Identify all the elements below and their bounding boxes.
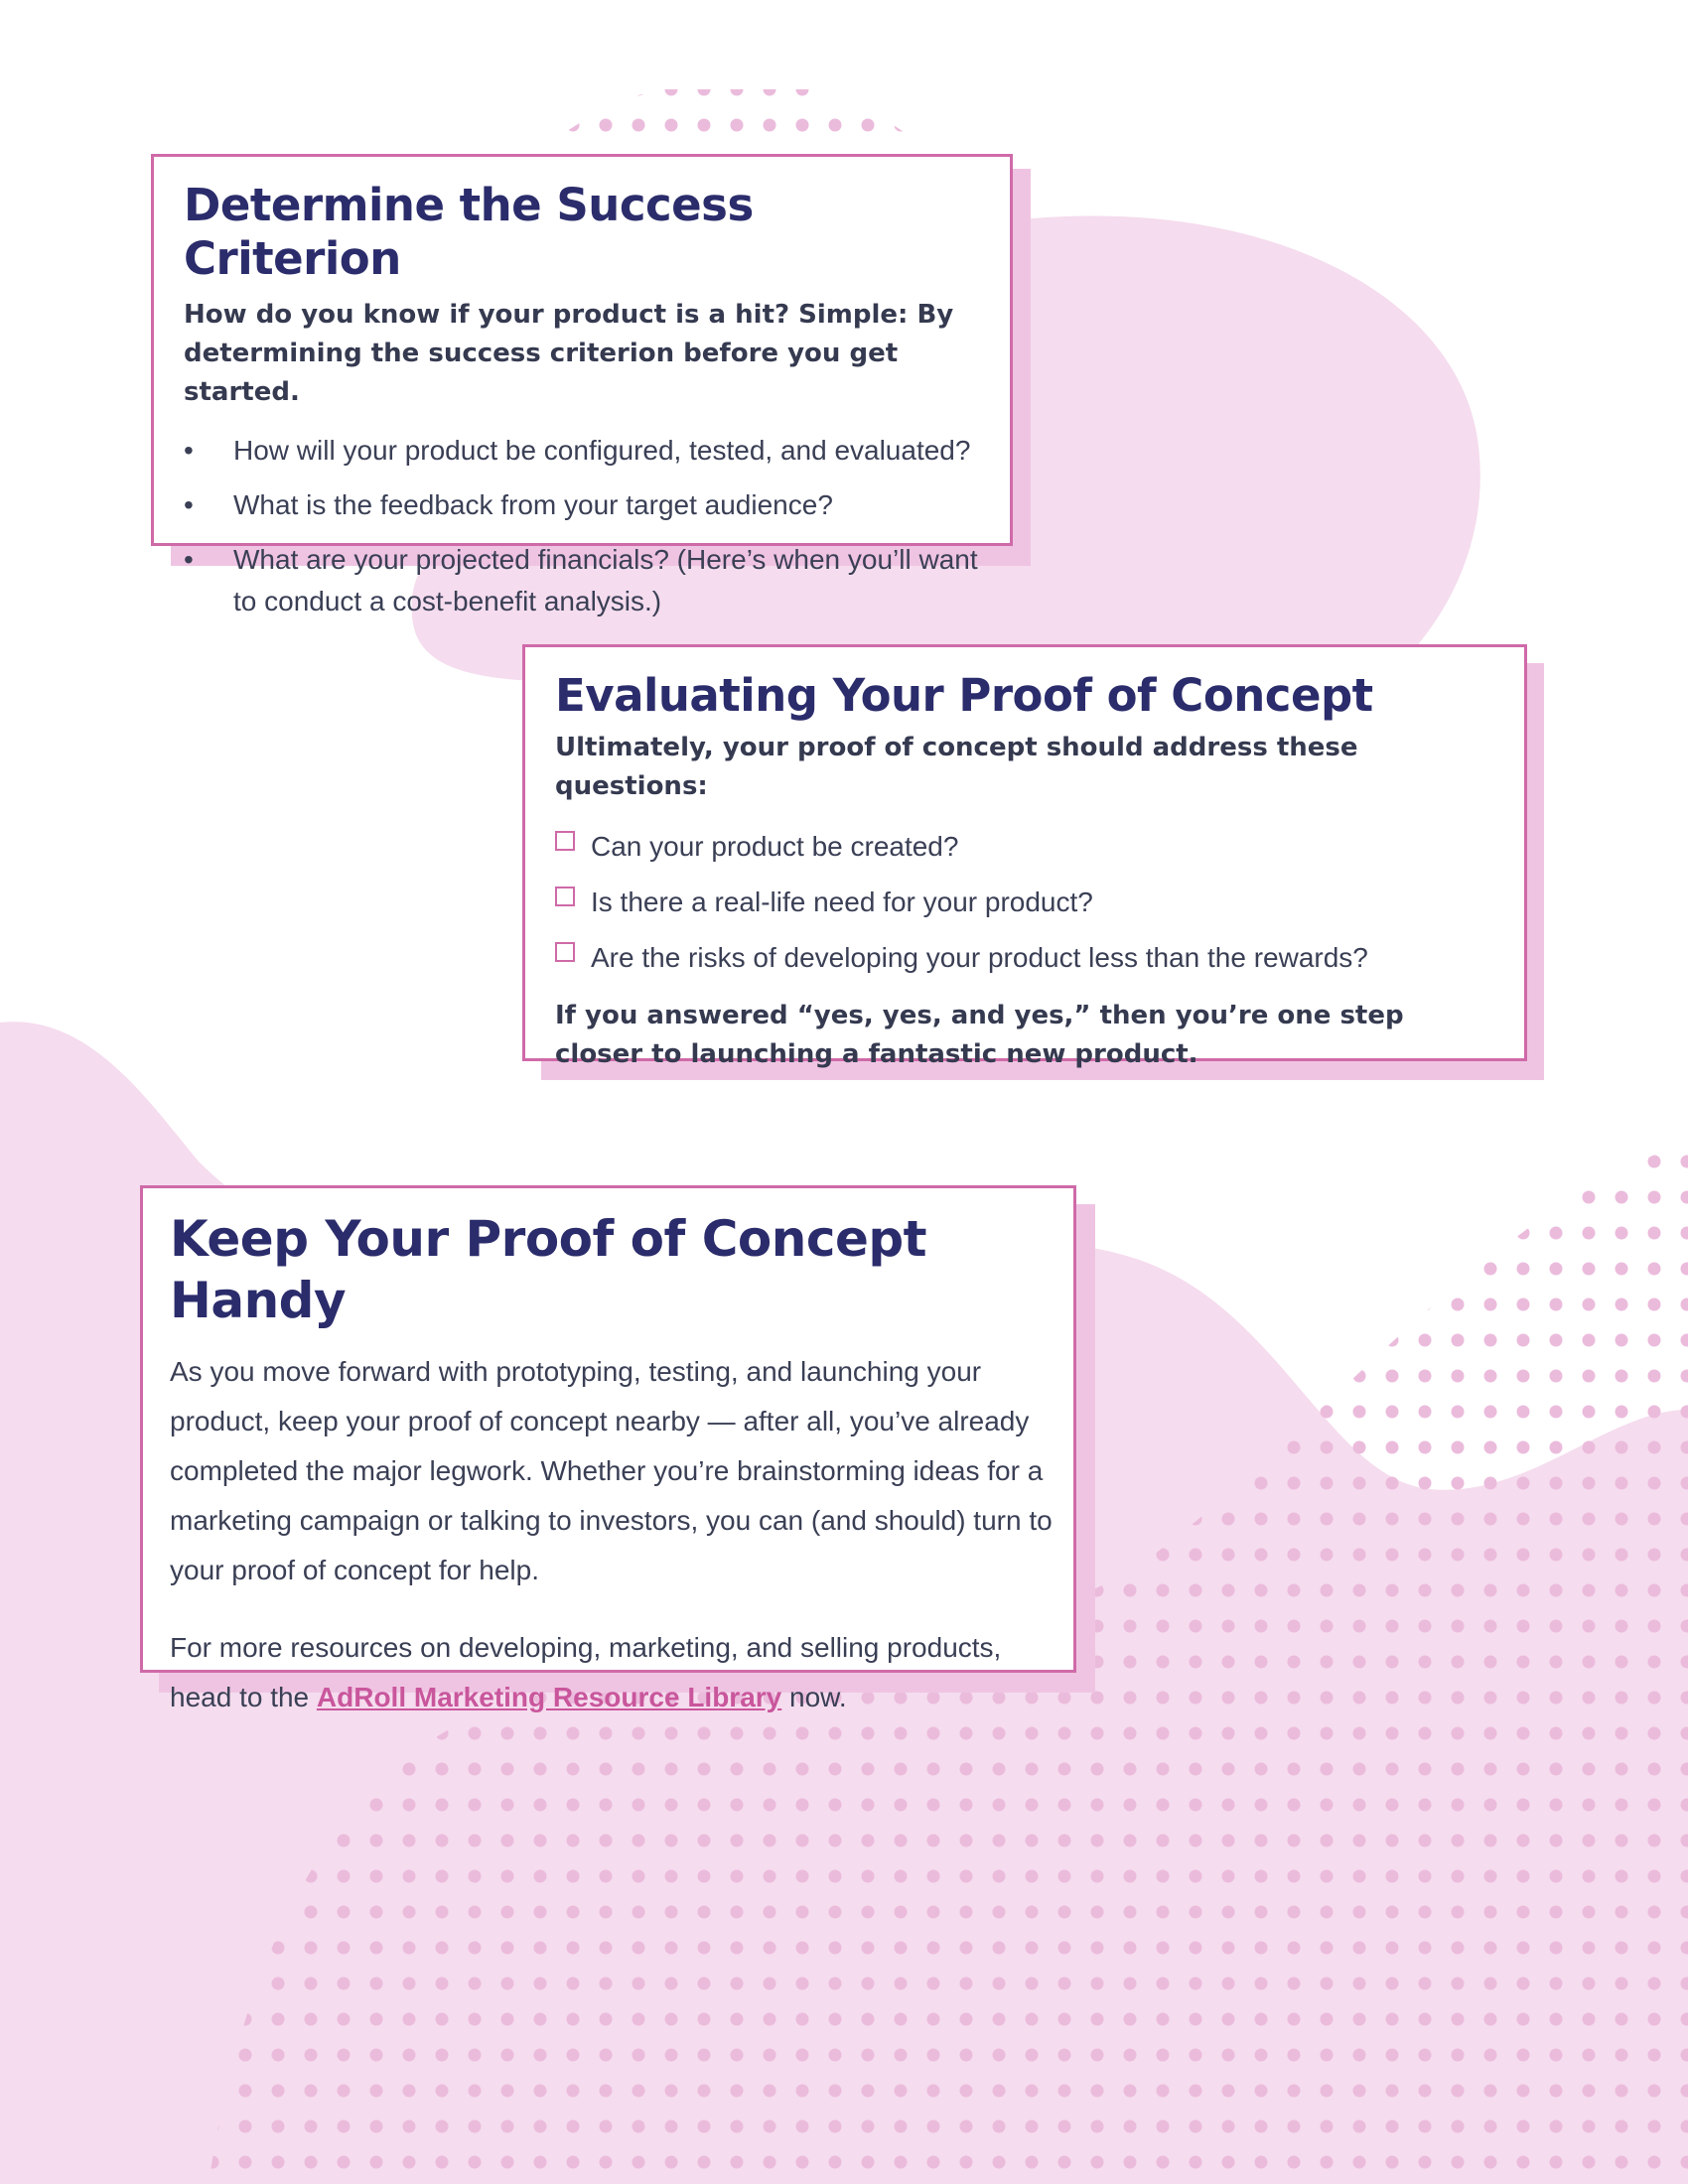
closing-text-end: now. <box>781 1682 847 1712</box>
section-title: Determine the Success Criterion <box>184 179 754 285</box>
checklist-item <box>555 937 1498 979</box>
bullet-item <box>184 484 984 526</box>
closing-text: For more resources on developing, marketing, and selling products, head to the <box>170 1632 1002 1712</box>
bullet-item <box>184 430 984 472</box>
body-paragraph: As you move forward with prototyping, testing, and launching your product, keep your proof of concept nearby — after all, you’ve already completed the major legwork. Whether you’re brainstorming ideas for a marketing campaign or talking to investors, you can (and should) turn to your proof of concept for help. <box>170 1356 1053 1585</box>
section-lead: How do you know if your product is a hit? Simple: By determining the success criterion before you get started. <box>184 300 954 407</box>
bullet-dot: • <box>184 544 194 575</box>
checklist <box>555 826 1498 979</box>
bullet-list <box>184 430 984 622</box>
bullet-text: How will your product be configured, tested, and evaluated? <box>233 435 971 466</box>
section-title: Keep Your Proof of Concept Handy <box>170 1210 927 1329</box>
checklist-text: Is there a real-life need for your product? <box>591 887 1093 917</box>
checklist-item <box>555 826 1498 868</box>
bullet-text: What is the feedback from your target audience? <box>233 489 833 520</box>
checklist-text: Are the risks of developing your product less than the rewards? <box>591 942 1368 973</box>
conclusion-text: If you answered “yes, yes, and yes,” then you’re one step closer to launching a fantastic new product. <box>555 1001 1404 1069</box>
checklist-text: Can your product be created? <box>591 831 959 862</box>
bullet-dot: • <box>184 489 194 520</box>
bullet-text: What are your projected financials? (Here’s when you’ll want to conduct a cost-benefit analysis.) <box>233 544 978 616</box>
evaluating-card <box>522 644 1527 1069</box>
keep-handy-card <box>140 1185 1076 1712</box>
checkbox-icon <box>555 887 575 906</box>
bullet-item <box>184 539 984 622</box>
closing-paragraph <box>170 1623 1054 1722</box>
checkbox-icon <box>555 942 575 962</box>
checklist-item <box>555 882 1498 923</box>
bullet-dot: • <box>184 435 194 466</box>
section-title: Evaluating Your Proof of Concept <box>555 669 1373 722</box>
section-lead: Ultimately, your proof of concept should address these questions: <box>555 733 1358 801</box>
resource-library-link[interactable]: AdRoll Marketing Resource Library <box>316 1682 782 1712</box>
success-criterion-card <box>151 154 1013 616</box>
checkbox-icon <box>555 831 575 851</box>
